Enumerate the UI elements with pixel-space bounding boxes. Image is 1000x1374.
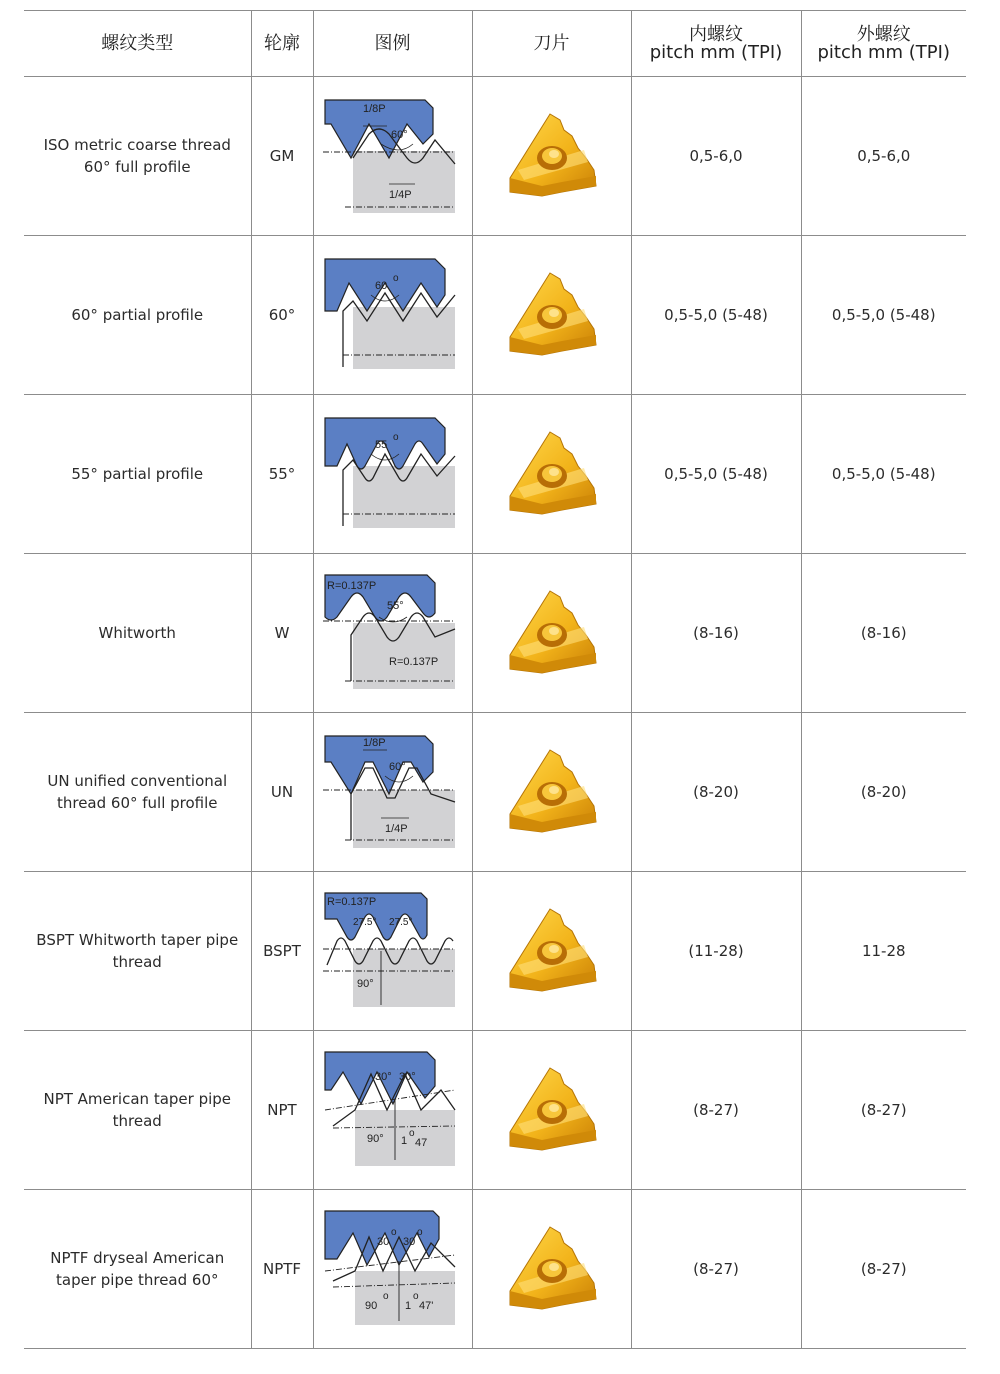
illustration-cell [313,395,472,554]
profile-code-cell: W [251,554,313,713]
profile-code-cell: UN [251,713,313,872]
external-pitch-cell: 0,5-5,0 (5-48) [801,395,966,554]
insert-icon [502,901,602,1001]
diagram-label: 90 [364,1300,377,1312]
thread-diagram-nptf [323,1209,463,1329]
header-external-thread [801,11,966,77]
diagram-label: R=0.137P [388,656,438,668]
insert-image-cell [472,77,631,236]
header-row [24,11,966,77]
diagram-label: 60 [374,280,387,292]
diagram-label: R=0.137P [326,580,376,592]
diagram-label: 1/4P [384,823,408,835]
diagram-label: 47' [418,1300,433,1312]
header-external-title: 外螺纹 [856,23,911,45]
internal-pitch-cell: (11-28) [631,872,801,1031]
table-row [24,236,966,395]
external-pitch-cell: (8-20) [801,713,966,872]
thread-diagram-npt [323,1050,463,1170]
diagram-label: 30° [374,1071,392,1083]
header-internal-title: 内螺纹 [689,23,743,45]
internal-pitch-cell: (8-16) [631,554,801,713]
insert-image-cell [472,1031,631,1190]
illustration-cell [313,1190,472,1349]
diagram-label: 55 [374,439,387,451]
header-external-unit: pitch mm (TPI) [817,41,950,63]
table-row [24,554,966,713]
profile-code-cell: 60° [251,236,313,395]
thread-type-cell: UN unified conventional thread 60° full profile [24,713,251,872]
internal-pitch-cell: (8-27) [631,1190,801,1349]
insert-icon [502,106,602,206]
profile-code-cell: NPT [251,1031,313,1190]
insert-icon [502,583,602,683]
profile-code-cell: NPTF [251,1190,313,1349]
diagram-label: 30 [376,1236,389,1248]
insert-icon [502,265,602,365]
diagram-label: o [390,1227,397,1238]
thread-type-cell: 60° partial profile [24,236,251,395]
illustration-cell [313,236,472,395]
external-pitch-cell: (8-16) [801,554,966,713]
insert-icon [502,742,602,842]
insert-image-cell [472,554,631,713]
internal-pitch-cell: 0,5-5,0 (5-48) [631,236,801,395]
diagram-label: 30 [402,1236,415,1248]
diagram-label: o [408,1128,415,1139]
illustration-cell [313,77,472,236]
thread-diagram-gm [323,96,463,216]
illustration-cell [313,713,472,872]
diagram-label: 27.5° [352,917,376,928]
external-pitch-cell: 11-28 [801,872,966,1031]
thread-profile-table [24,10,966,1349]
insert-image-cell [472,1190,631,1349]
insert-image-cell [472,395,631,554]
header-thread-type: 螺纹类型 [24,11,251,77]
diagram-label: 47 [414,1137,427,1149]
external-pitch-cell: (8-27) [801,1031,966,1190]
diagram-label: 27.5° [388,917,412,928]
diagram-label: 1/8P [362,103,386,115]
diagram-label: 55° [386,600,404,612]
thread-type-cell: NPTF dryseal American taper pipe thread 60° [24,1190,251,1349]
diagram-label: 1 [404,1300,411,1312]
table-row [24,1031,966,1190]
insert-icon [502,1219,602,1319]
diagram-label: 90° [366,1133,384,1145]
thread-type-cell: BSPT Whitworth taper pipe thread [24,872,251,1031]
diagram-label: 30° [398,1071,416,1083]
header-internal-unit: pitch mm (TPI) [649,41,783,63]
internal-pitch-cell: 0,5-6,0 [631,77,801,236]
thread-type-cell: 55° partial profile [24,395,251,554]
diagram-label: o [412,1291,419,1302]
internal-pitch-cell: 0,5-5,0 (5-48) [631,395,801,554]
table-row [24,77,966,236]
diagram-label: 60° [390,129,408,141]
illustration-cell [313,1031,472,1190]
thread-type-cell: ISO metric coarse thread 60° full profile [24,77,251,236]
diagram-label: o [392,273,399,284]
thread-type-cell: NPT American taper pipe thread [24,1031,251,1190]
illustration-cell [313,554,472,713]
external-pitch-cell: 0,5-5,0 (5-48) [801,236,966,395]
insert-icon [502,1060,602,1160]
internal-pitch-cell: (8-27) [631,1031,801,1190]
table-row [24,395,966,554]
insert-image-cell [472,872,631,1031]
thread-diagram-un [323,732,463,852]
thread-diagram-bspt [323,891,463,1011]
header-insert: 刀片 [472,11,631,77]
profile-code-cell: GM [251,77,313,236]
diagram-label: 1/8P [362,737,386,749]
internal-pitch-cell: (8-20) [631,713,801,872]
diagram-label: o [382,1291,389,1302]
diagram-label: R=0.137P [326,896,376,908]
table-row [24,713,966,872]
thread-diagram-60 [323,255,463,375]
thread-diagram-whitworth [323,573,463,693]
external-pitch-cell: 0,5-6,0 [801,77,966,236]
header-profile: 轮廓 [251,11,313,77]
diagram-label: o [392,432,399,443]
thread-diagram-55 [323,414,463,534]
table-row [24,1190,966,1349]
diagram-label: o [416,1227,423,1238]
diagram-label: 1/4P [388,189,412,201]
header-illustration: 图例 [313,11,472,77]
illustration-cell [313,872,472,1031]
profile-code-cell: BSPT [251,872,313,1031]
profile-code-cell: 55° [251,395,313,554]
insert-icon [502,424,602,524]
diagram-label: 90° [356,978,374,990]
diagram-label: 1 [400,1135,407,1147]
diagram-label: 60° [388,761,406,773]
header-internal-thread [631,11,801,77]
external-pitch-cell: (8-27) [801,1190,966,1349]
insert-image-cell [472,713,631,872]
insert-image-cell [472,236,631,395]
thread-type-cell: Whitworth [24,554,251,713]
table-row [24,872,966,1031]
